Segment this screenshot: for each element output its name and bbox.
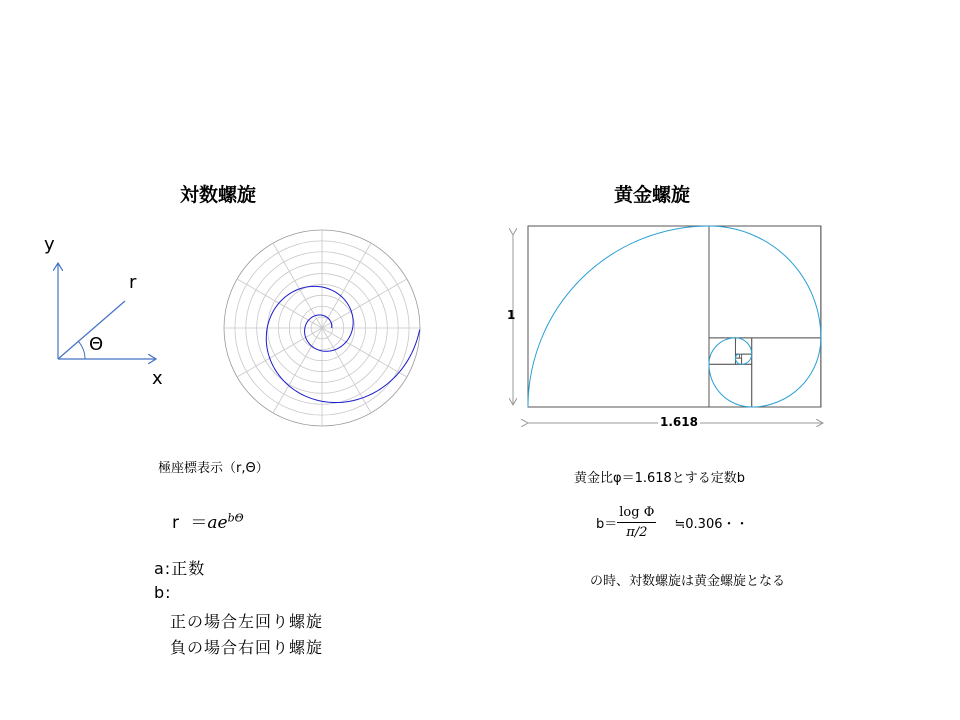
axis-r-label: r [129, 272, 137, 293]
polar-plot [222, 228, 422, 428]
theta-arc [78, 341, 85, 359]
golden-square [709, 364, 752, 407]
log-spiral-formula [172, 508, 244, 533]
desc-b: b: [154, 583, 172, 602]
b-approx-value: ≒0.306・・ [674, 517, 749, 532]
desc-b-positive: 正の場合左回り螺旋 [170, 612, 324, 631]
golden-ratio-text: 黄金比φ＝1.618とする定数b [574, 471, 746, 486]
formula-equals: ＝ [190, 513, 208, 533]
b-formula-lhs: b＝ [596, 517, 618, 532]
golden-square [752, 338, 821, 407]
axis-y-label: y [44, 234, 55, 255]
formula-exponent: bΘ [227, 511, 244, 525]
formula-lhs: r [172, 513, 179, 533]
formula-e: e [217, 513, 228, 533]
golden-rectangle-diagram [500, 215, 840, 435]
b-formula [596, 505, 749, 540]
dimension-height-label: 1 [507, 308, 516, 322]
dimension-width-label: 1.618 [660, 415, 698, 429]
golden-conclusion: の時、対数螺旋は黄金螺旋となる [590, 574, 786, 589]
golden-square [709, 226, 821, 338]
desc-a: a:正数 [154, 559, 206, 578]
polar-caption: 極座標表示（r,Θ） [158, 461, 269, 476]
golden-spiral-title: 黄金螺旋 [614, 184, 691, 206]
axis-theta-label: Θ [89, 334, 104, 355]
log-spiral-title: 対数螺旋 [180, 184, 257, 206]
b-fraction-denominator: π/2 [626, 525, 648, 540]
golden-square [528, 226, 709, 407]
b-fraction-numerator: log Φ [617, 505, 656, 523]
desc-b-negative: 負の場合右回り螺旋 [170, 638, 324, 657]
golden-spiral-curve [528, 226, 821, 407]
golden-rectangle-frame [528, 226, 821, 407]
golden-squares [528, 226, 821, 407]
formula-a: a [207, 513, 218, 533]
b-fraction [617, 505, 656, 540]
polar-axes-diagram [40, 255, 170, 375]
polar-grid [224, 230, 420, 426]
axis-x-label: x [152, 368, 163, 389]
